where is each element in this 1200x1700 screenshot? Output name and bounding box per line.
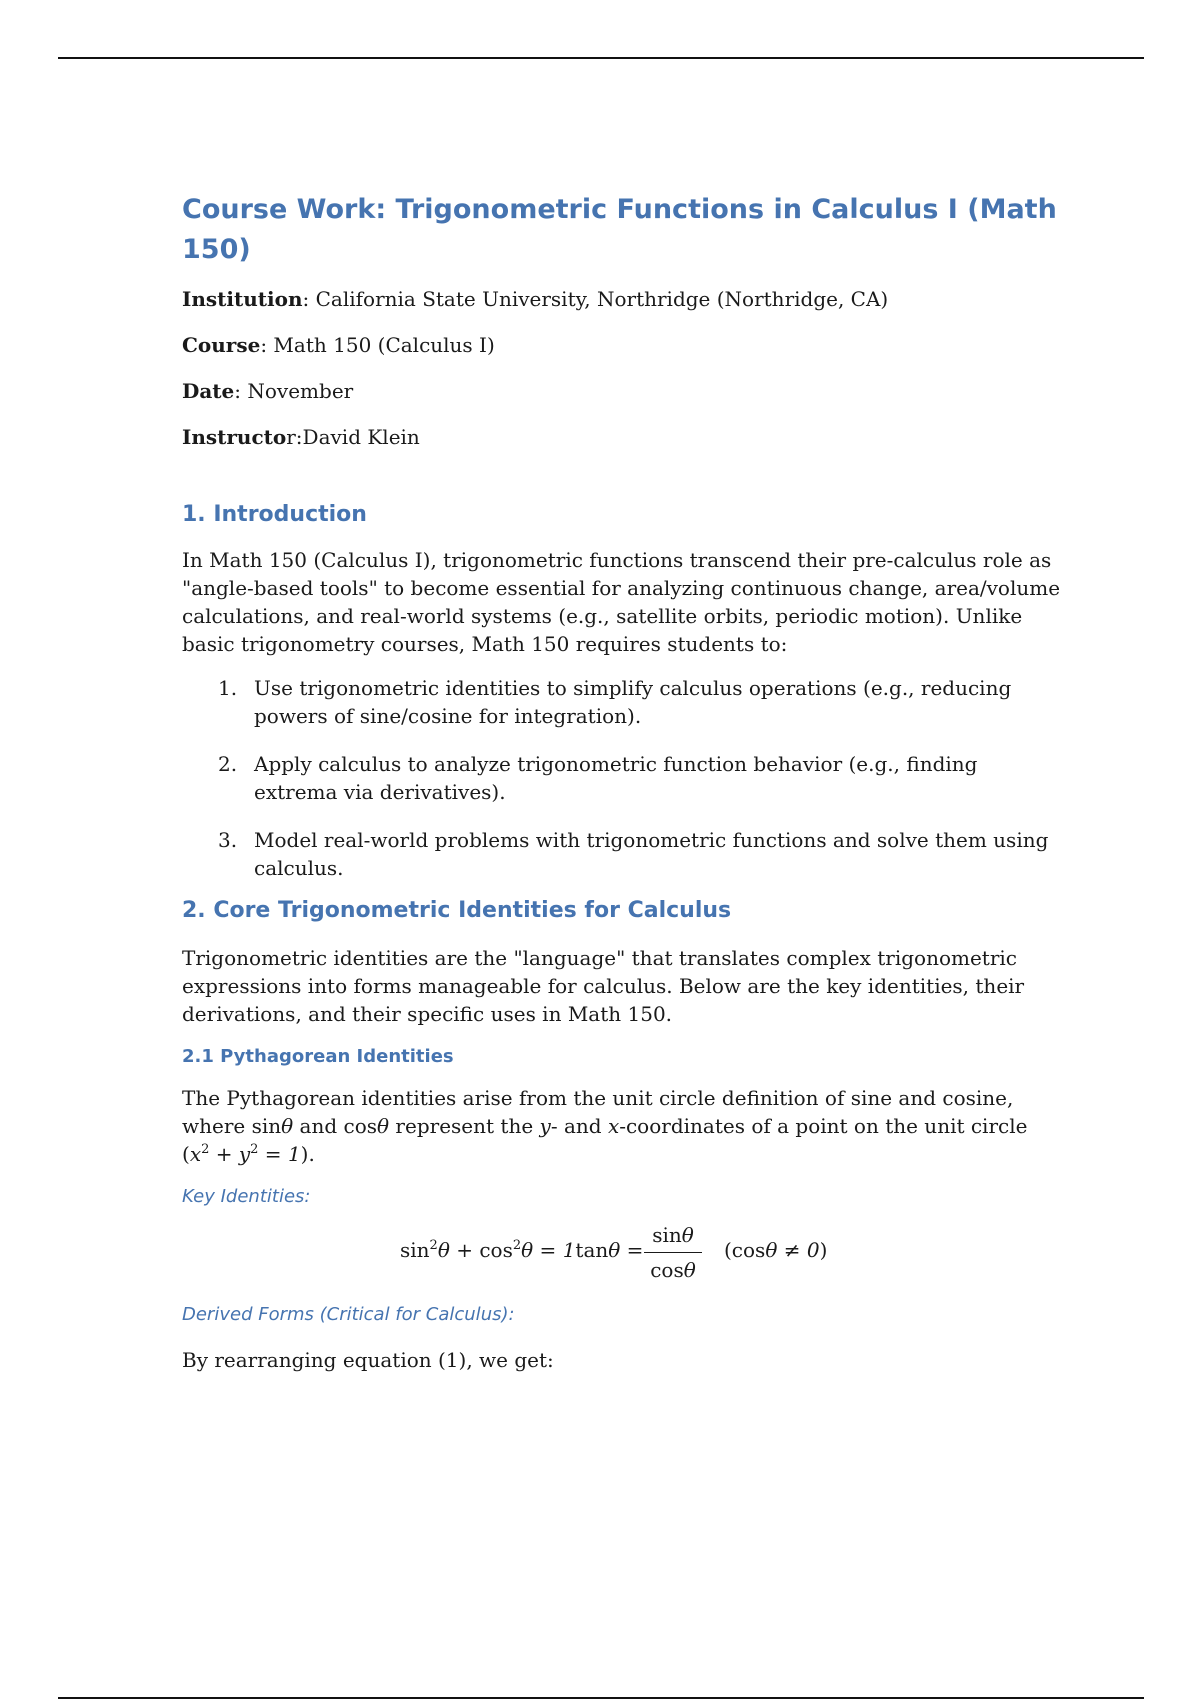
footer-rule	[58, 1697, 1144, 1699]
key-identities-label: Key Identities:	[182, 1186, 311, 1207]
rearranging-paragraph: By rearranging equation (1), we get:	[182, 1348, 554, 1372]
derived-forms-label: Derived Forms (Critical for Calculus):	[182, 1304, 515, 1325]
meta-course: Course: Math 150 (Calculus I)	[182, 333, 495, 357]
identities-paragraph: Trigonometric identities are the "language" that translates complex trigonometric expressions into forms manageable for calculus. Below are the key identities, their derivations, and their specific uses in Math 150.	[182, 946, 1025, 1026]
requirements-list	[182, 674, 1062, 882]
list-item: 3. Model real-world problems with trigonometric functions and solve them using calculus.	[218, 828, 1049, 880]
section-identities-heading: 2. Core Trigonometric Identities for Calculus	[182, 898, 732, 923]
meta-instructor: Instructor:David Klein	[182, 425, 420, 449]
document-title: Course Work: Trigonometric Functions in Calculus I (Math 150)	[182, 194, 1057, 265]
meta-institution: Institution: California State University, Northridge (Northridge, CA)	[182, 287, 889, 311]
pythagorean-equation	[182, 1220, 1062, 1286]
meta-date: Date: November	[182, 379, 354, 403]
list-item: 1. Use trigonometric identities to simplify calculus operations (e.g., reducing powers of sine/cosine for integration).	[218, 676, 1012, 728]
pythagorean-paragraph: The Pythagorean identities arise from the unit circle definition of sine and cosine, where sinθ and cosθ represent the y- and x-coordinates of a point on the unit circle $(x^2 + y^2 = 1)$.	[182, 1086, 1028, 1166]
equation-condition: (cosθ ≠ 0)	[724, 1238, 828, 1262]
header-rule	[58, 57, 1144, 59]
subsection-pythagorean-heading: 2.1 Pythagorean Identities	[182, 1046, 454, 1067]
document-page	[182, 190, 1062, 1374]
equation-lhs: $\sin^2\theta + \cos^2\theta = 1\tan\theta$ =	[400, 1238, 644, 1262]
section-introduction-heading: 1. Introduction	[182, 502, 367, 527]
list-item: 2. Apply calculus to analyze trigonometric function behavior (e.g., finding extrema via derivatives).	[218, 752, 978, 804]
equation-fraction: sinθ cosθ	[644, 1220, 702, 1285]
introduction-paragraph: In Math 150 (Calculus I), trigonometric functions transcend their pre-calculus role as "angle-based tools" to become essential for analyzing continuous change, area/volume calculations, and real-world systems (e.g., satellite orbits, periodic motion). Unlike basic trigonometry courses, Math 150 requires students to:	[182, 548, 1061, 656]
